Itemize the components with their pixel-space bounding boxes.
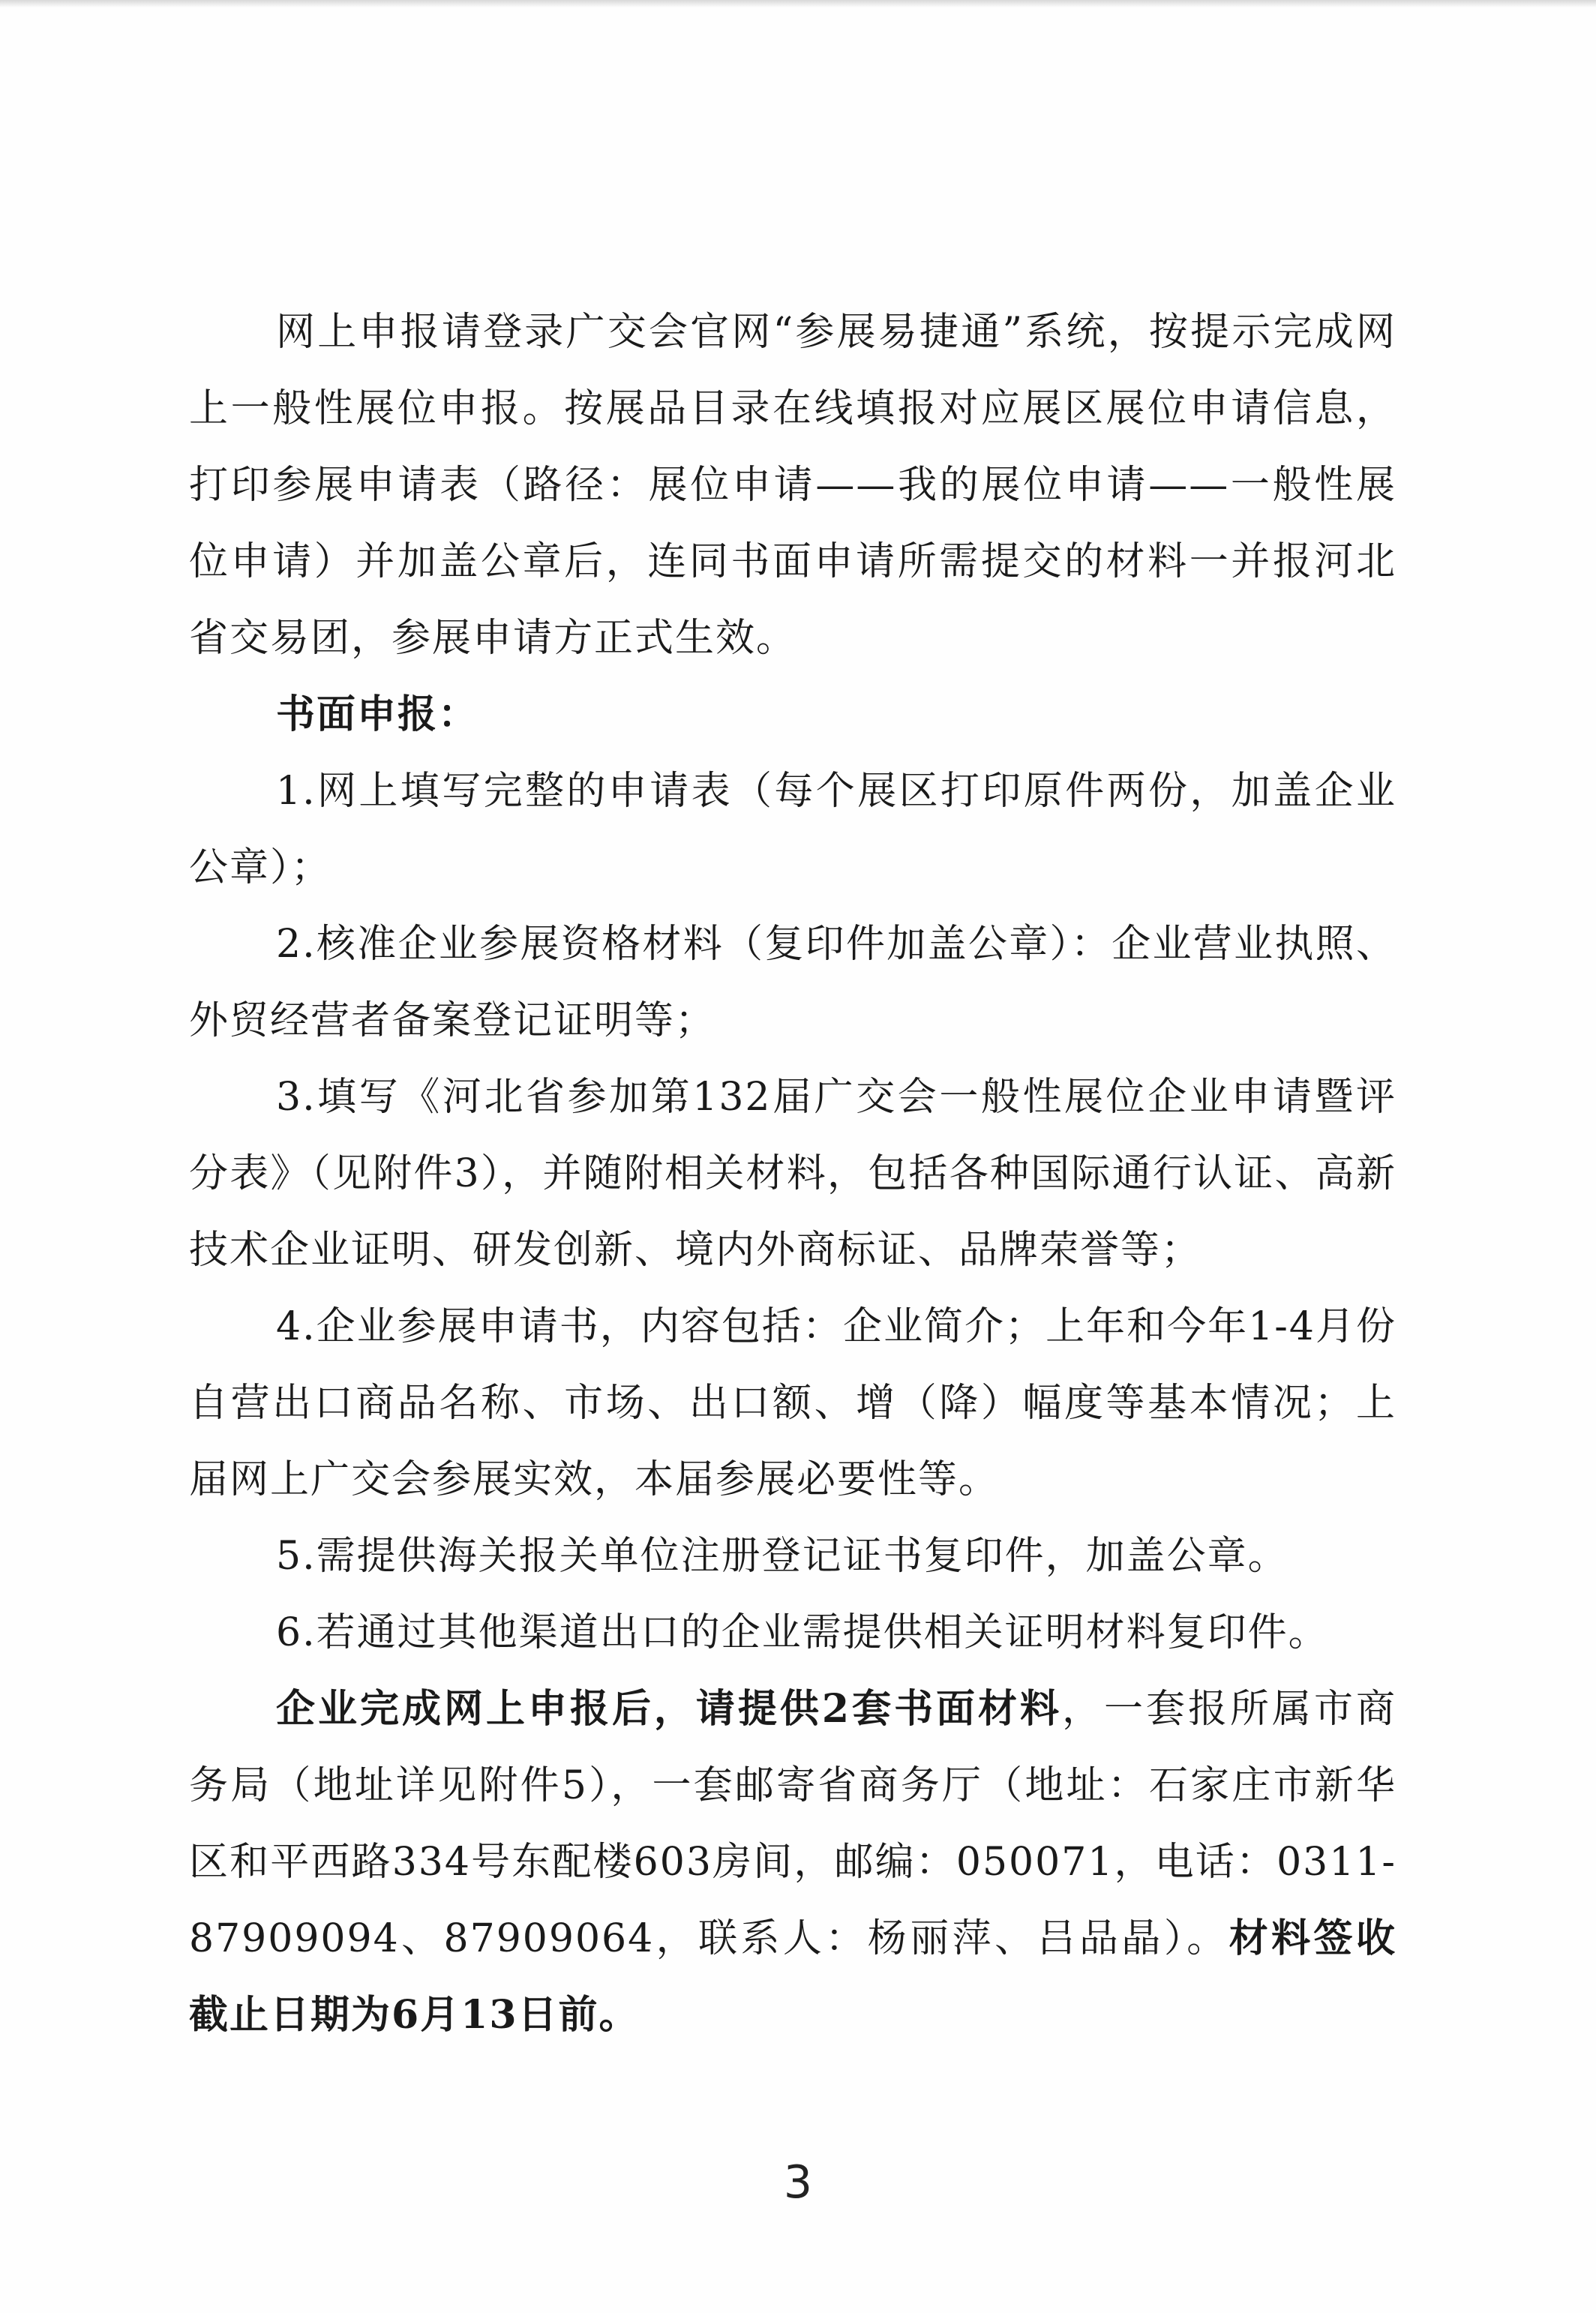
requirement-item-1: 1.网上填写完整的申请表（每个展区打印原件两份，加盖企业公章）； <box>189 769 1396 890</box>
scan-edge-shadow <box>0 0 1596 8</box>
requirement-item-6: 6.若通过其他渠道出口的企业需提供相关证明材料复印件。 <box>276 1610 1329 1655</box>
page-number: 3 <box>783 2156 813 2209</box>
requirement-item-5: 5.需提供海关报关单位注册登记证书复印件，加盖公章。 <box>276 1534 1288 1579</box>
closing-paragraph <box>189 1671 1396 2054</box>
closing-address-text: ，一套报所属市商务局（地址详见附件5），一套邮寄省商务厅（地址：石家庄市新华区和平西路334号东配楼603房间，邮编：050071，电话：0311-87909094、87909064，联系人：杨丽萍、吕品晶）。 <box>189 1687 1396 1961</box>
written-application-heading: 书面申报： <box>276 692 479 737</box>
requirement-item-3: 3.填写《河北省参加第132届广交会一般性展位企业申请暨评分表》（见附件3），并随附相关材料，包括各种国际通行认证、高新技术企业证明、研发创新、境内外商标证、品牌荣誉等； <box>189 1075 1396 1273</box>
requirement-item-2: 2.核准企业参展资格材料（复印件加盖公章）：企业营业执照、外贸经营者备案登记证明等； <box>189 922 1396 1043</box>
closing-bold-start: 企业完成网上申报后，请提供2套书面材料 <box>276 1686 1063 1732</box>
document-body <box>189 294 1396 2054</box>
closing-deadline: 材料签收截止日期为6月13日前。 <box>189 1916 1396 2038</box>
requirement-item-4: 4.企业参展申请书，内容包括：企业简介；上年和今年1-4月份自营出口商品名称、市场、出口额、增（降）幅度等基本情况；上届网上广交会参展实效，本届参展必要性等。 <box>189 1304 1396 1502</box>
online-application-paragraph: 网上申报请登录广交会官网“参展易捷通”系统，按提示完成网上一般性展位申报。按展品目录在线填报对应展区展位申请信息，打印参展申请表（路径：展位申请——我的展位申请——一般性展位申请）并加盖公章后，连同书面申请所需提交的材料一并报河北省交易团，参展申请方正式生效。 <box>189 310 1396 661</box>
